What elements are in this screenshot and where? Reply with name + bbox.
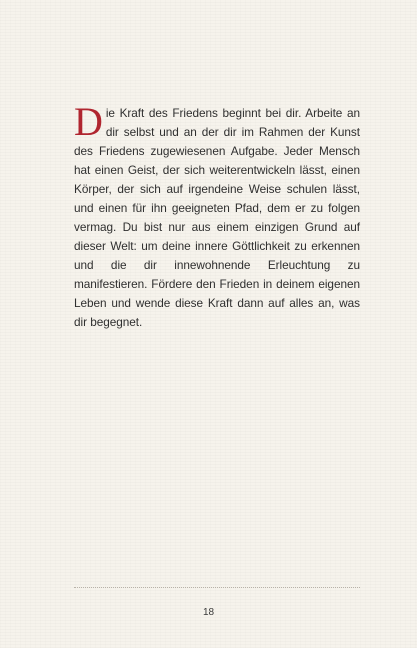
paragraph-body-text: ie Kraft des Friedens beginnt bei dir. Arbeite an dir selbst und an der dir im Rahmen der Kunst des Friedens zugewiesenen Aufgabe. Jeder Mensch hat einen Geist, der sich weiterentwickeln lässt, einen Körper, der sich auf irgendeine Weise schulen lässt, und einen für ihn geeigneten Pfad, dem er zu folgen vermag. Du bist nur aus einem einzigen Grund auf dieser Welt: um deine innere Göttlichkeit zu erkennen und die dir innewohnende Erleuchtung zu manifestieren. Fördere den Frieden in deinem eigenen Leben und wende diese Kraft dann auf alles an, was dir begegnet. bbox=[74, 106, 360, 329]
footer-divider bbox=[74, 587, 360, 588]
paragraph-text bbox=[74, 99, 360, 332]
drop-cap: D bbox=[74, 99, 103, 144]
body-paragraph bbox=[74, 99, 360, 332]
page-number: 18 bbox=[202, 607, 215, 618]
